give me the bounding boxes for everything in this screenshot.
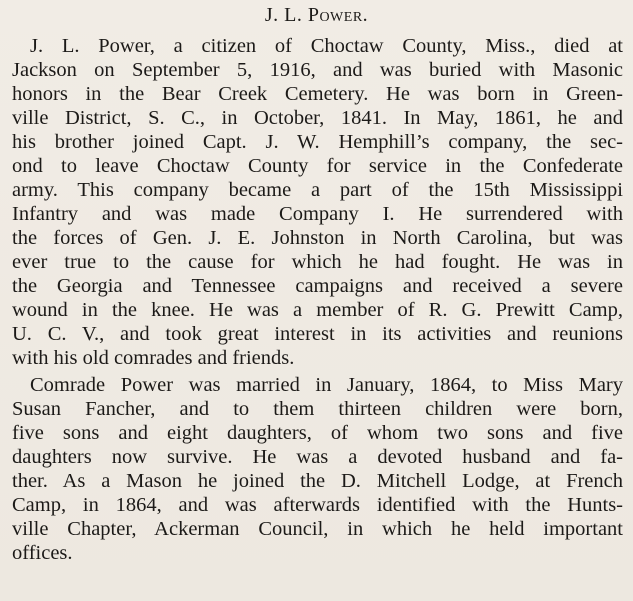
text-line: the forces of Gen. J. E. Johnston in North Carolina, but was: [12, 227, 623, 249]
text-line: Jackson on September 5, 1916, and was buried with Masonic: [12, 59, 623, 81]
heading-initials: J. L.: [264, 4, 303, 26]
text-line: wound in the knee. He was a member of R. G. Prewitt Camp,: [12, 299, 623, 321]
text-line: five sons and eight daughters, of whom two sons and five: [12, 422, 623, 444]
text-line: Susan Fancher, and to them thirteen children were born,: [12, 398, 623, 420]
text-line: ond to leave Choctaw County for service in the Confederate: [12, 155, 623, 177]
text-line: his brother joined Capt. J. W. Hemphill’s company, the sec-: [12, 131, 623, 153]
text-line: daughters now survive. He was a devoted husband and fa-: [12, 446, 623, 468]
text-line: army. This company became a part of the 15th Mississippi: [12, 179, 623, 201]
text-line: the Georgia and Tennessee campaigns and received a severe: [12, 275, 623, 297]
text-line: Camp, in 1864, and was afterwards identified with the Hunts-: [12, 494, 623, 516]
text-line: Comrade Power was married in January, 1864, to Miss Mary: [30, 374, 623, 396]
text-line: J. L. Power, a citizen of Choctaw County, Miss., died at: [30, 35, 623, 57]
text-line: honors in the Bear Creek Cemetery. He was born in Green-: [12, 83, 623, 105]
text-line: with his old comrades and friends.: [12, 347, 295, 369]
text-line: ville Chapter, Ackerman Council, in which he held important: [12, 518, 623, 540]
text-line: U. C. V., and took great interest in its activities and reunions: [12, 323, 623, 345]
text-line: Infantry and was made Company I. He surrendered with: [12, 203, 623, 225]
text-line: offices.: [12, 542, 73, 564]
text-line: ther. As a Mason he joined the D. Mitchell Lodge, at French: [12, 470, 623, 492]
article-heading: [0, 2, 633, 28]
heading-surname: Power.: [307, 4, 369, 26]
text-line: ville District, S. C., in October, 1841. In May, 1861, he and: [12, 107, 623, 129]
text-line: ever true to the cause for which he had fought. He was in: [12, 251, 623, 273]
